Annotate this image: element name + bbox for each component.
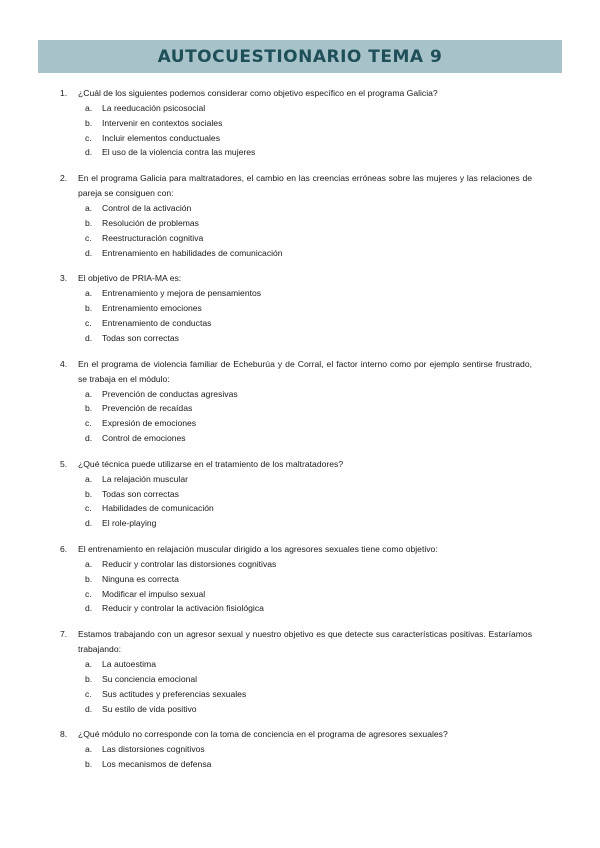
answer-option (0, 331, 600, 346)
option-letter: d. (85, 518, 93, 529)
option-text: Habilidades de comunicación (102, 503, 214, 514)
option-text: Entrenamiento y mejora de pensamientos (102, 288, 262, 299)
option-letter: b. (85, 759, 93, 770)
option-text: La reeducación psicosocial (102, 103, 206, 113)
option-text: Su conciencia emocional (102, 673, 198, 684)
answer-option (0, 601, 600, 616)
option-text: El role-playing (102, 518, 157, 529)
option-text: Prevención de recaídas (102, 403, 193, 414)
option-text: Modificar el impulso sexual (102, 588, 206, 599)
option-letter: b. (85, 303, 93, 314)
question-item (0, 457, 600, 531)
option-list (0, 201, 600, 260)
answer-option (0, 387, 600, 402)
option-text: Todas son correctas (102, 488, 179, 499)
option-text: Todas son correctas (102, 332, 179, 343)
option-text: Reducir y controlar las distorsiones cognitivas (102, 558, 277, 569)
title-banner (38, 40, 562, 73)
answer-option (0, 416, 600, 431)
option-letter: b. (85, 217, 93, 228)
option-letter: a. (85, 744, 93, 755)
option-letter: c. (85, 232, 92, 243)
option-text: Ninguna es correcta (102, 573, 179, 584)
option-letter: b. (85, 488, 93, 499)
answer-option (0, 757, 600, 772)
answer-option (0, 101, 600, 116)
option-letter: c. (85, 418, 92, 429)
option-letter: c. (85, 588, 92, 599)
question-stem (0, 457, 600, 472)
question-item (0, 357, 600, 446)
option-list (0, 472, 600, 531)
answer-option (0, 672, 600, 687)
option-letter: a. (85, 558, 93, 569)
option-text: Su estilo de vida positivo (102, 703, 197, 714)
option-letter: c. (85, 688, 92, 699)
question-text: Estamos trabajando con un agresor sexual y nuestro objetivo es que detecte sus características positivas. Estaríamos trabajando: (78, 629, 532, 655)
option-text: Entrenamiento en habilidades de comunicación (102, 247, 283, 258)
question-number: 2. (60, 173, 68, 184)
question-text: ¿Cuál de los siguientes podemos considerar como objetivo específico en el programa Galicia? (78, 88, 438, 98)
question-number: 8. (60, 729, 68, 740)
answer-option (0, 702, 600, 717)
option-letter: b. (85, 117, 93, 128)
answer-option (0, 572, 600, 587)
option-letter: a. (85, 388, 93, 399)
option-letter: a. (85, 203, 93, 214)
question-number: 4. (60, 358, 68, 369)
answer-option (0, 201, 600, 216)
question-stem (0, 627, 600, 657)
question-number: 7. (60, 629, 68, 640)
option-text: Intervenir en contextos sociales (102, 117, 223, 128)
option-list (0, 387, 600, 446)
question-item (0, 727, 600, 772)
question-stem (0, 271, 600, 286)
answer-option (0, 501, 600, 516)
option-text: Reestructuración cognitiva (102, 232, 204, 243)
option-text: Prevención de conductas agresivas (102, 388, 238, 399)
option-text: La relajación muscular (102, 473, 188, 484)
option-letter: c. (85, 317, 92, 328)
option-text: Sus actitudes y preferencias sexuales (102, 688, 247, 699)
option-list (0, 657, 600, 716)
option-letter: a. (85, 288, 93, 299)
option-text: Control de emociones (102, 432, 186, 443)
option-letter: b. (85, 573, 93, 584)
question-stem (0, 86, 600, 101)
question-text: ¿Qué módulo no corresponde con la toma de conciencia en el programa de agresores sexuales? (78, 729, 448, 740)
option-letter: a. (85, 659, 93, 670)
option-list (0, 557, 600, 616)
option-letter: a. (85, 473, 93, 484)
answer-option (0, 231, 600, 246)
question-text: ¿Qué técnica puede utilizarse en el tratamiento de los maltratadores? (78, 458, 344, 469)
question-item (0, 627, 600, 716)
answer-option (0, 742, 600, 757)
question-number: 6. (60, 543, 68, 554)
answer-option (0, 216, 600, 231)
answer-option (0, 587, 600, 602)
question-item (0, 86, 600, 160)
option-text: Expresión de emociones (102, 418, 197, 429)
question-stem (0, 357, 600, 387)
option-letter: c. (85, 132, 92, 143)
option-letter: b. (85, 403, 93, 414)
option-list (0, 101, 600, 160)
answer-option (0, 116, 600, 131)
option-text: Entrenamiento emociones (102, 303, 202, 314)
answer-option (0, 687, 600, 702)
option-list (0, 742, 600, 772)
page-title: AUTOCUESTIONARIO TEMA 9 (157, 46, 443, 67)
question-number: 1. (60, 88, 68, 98)
answer-option (0, 516, 600, 531)
answer-option (0, 301, 600, 316)
answer-option (0, 487, 600, 502)
question-list (0, 86, 600, 783)
option-letter: d. (85, 603, 93, 614)
answer-option (0, 316, 600, 331)
option-text: Reducir y controlar la activación fisiológica (102, 603, 264, 614)
option-text: Las distorsiones cognitivos (102, 744, 205, 755)
question-text: En el programa de violencia familiar de Echeburúa y de Corral, el factor interno como por ejemplo sentirse frustrado, se trabaja en el módulo: (78, 358, 532, 384)
option-text: El uso de la violencia contra las mujeres (102, 147, 256, 158)
question-stem (0, 542, 600, 557)
question-item (0, 271, 600, 345)
answer-option (0, 472, 600, 487)
question-text: En el programa Galicia para maltratadores, el cambio en las creencias erróneas sobre las mujeres y las relaciones de pareja se consiguen con: (78, 173, 532, 199)
question-item (0, 542, 600, 616)
option-text: La autoestima (102, 659, 156, 670)
answer-option (0, 286, 600, 301)
question-stem (0, 171, 600, 201)
option-letter: d. (85, 703, 93, 714)
question-stem (0, 727, 600, 742)
option-letter: d. (85, 432, 93, 443)
answer-option (0, 431, 600, 446)
option-letter: d. (85, 247, 93, 258)
option-text: Control de la activación (102, 203, 192, 214)
option-letter: d. (85, 332, 93, 343)
answer-option (0, 131, 600, 146)
option-text: Entrenamiento de conductas (102, 317, 212, 328)
answer-option (0, 557, 600, 572)
option-letter: d. (85, 147, 93, 158)
option-letter: c. (85, 503, 92, 514)
answer-option (0, 657, 600, 672)
answer-option (0, 246, 600, 261)
option-text: Resolución de problemas (102, 217, 199, 228)
option-text: Los mecanismos de defensa (102, 759, 212, 770)
option-letter: b. (85, 673, 93, 684)
question-number: 3. (60, 273, 68, 284)
answer-option (0, 145, 600, 160)
option-list (0, 286, 600, 345)
question-item (0, 171, 600, 260)
answer-option (0, 401, 600, 416)
question-text: El objetivo de PRIA-MA es: (78, 273, 182, 284)
question-text: El entrenamiento en relajación muscular dirigido a los agresores sexuales tiene como objetivo: (78, 543, 438, 554)
question-number: 5. (60, 458, 68, 469)
option-letter: a. (85, 103, 93, 113)
option-text: Incluir elementos conductuales (102, 132, 220, 143)
